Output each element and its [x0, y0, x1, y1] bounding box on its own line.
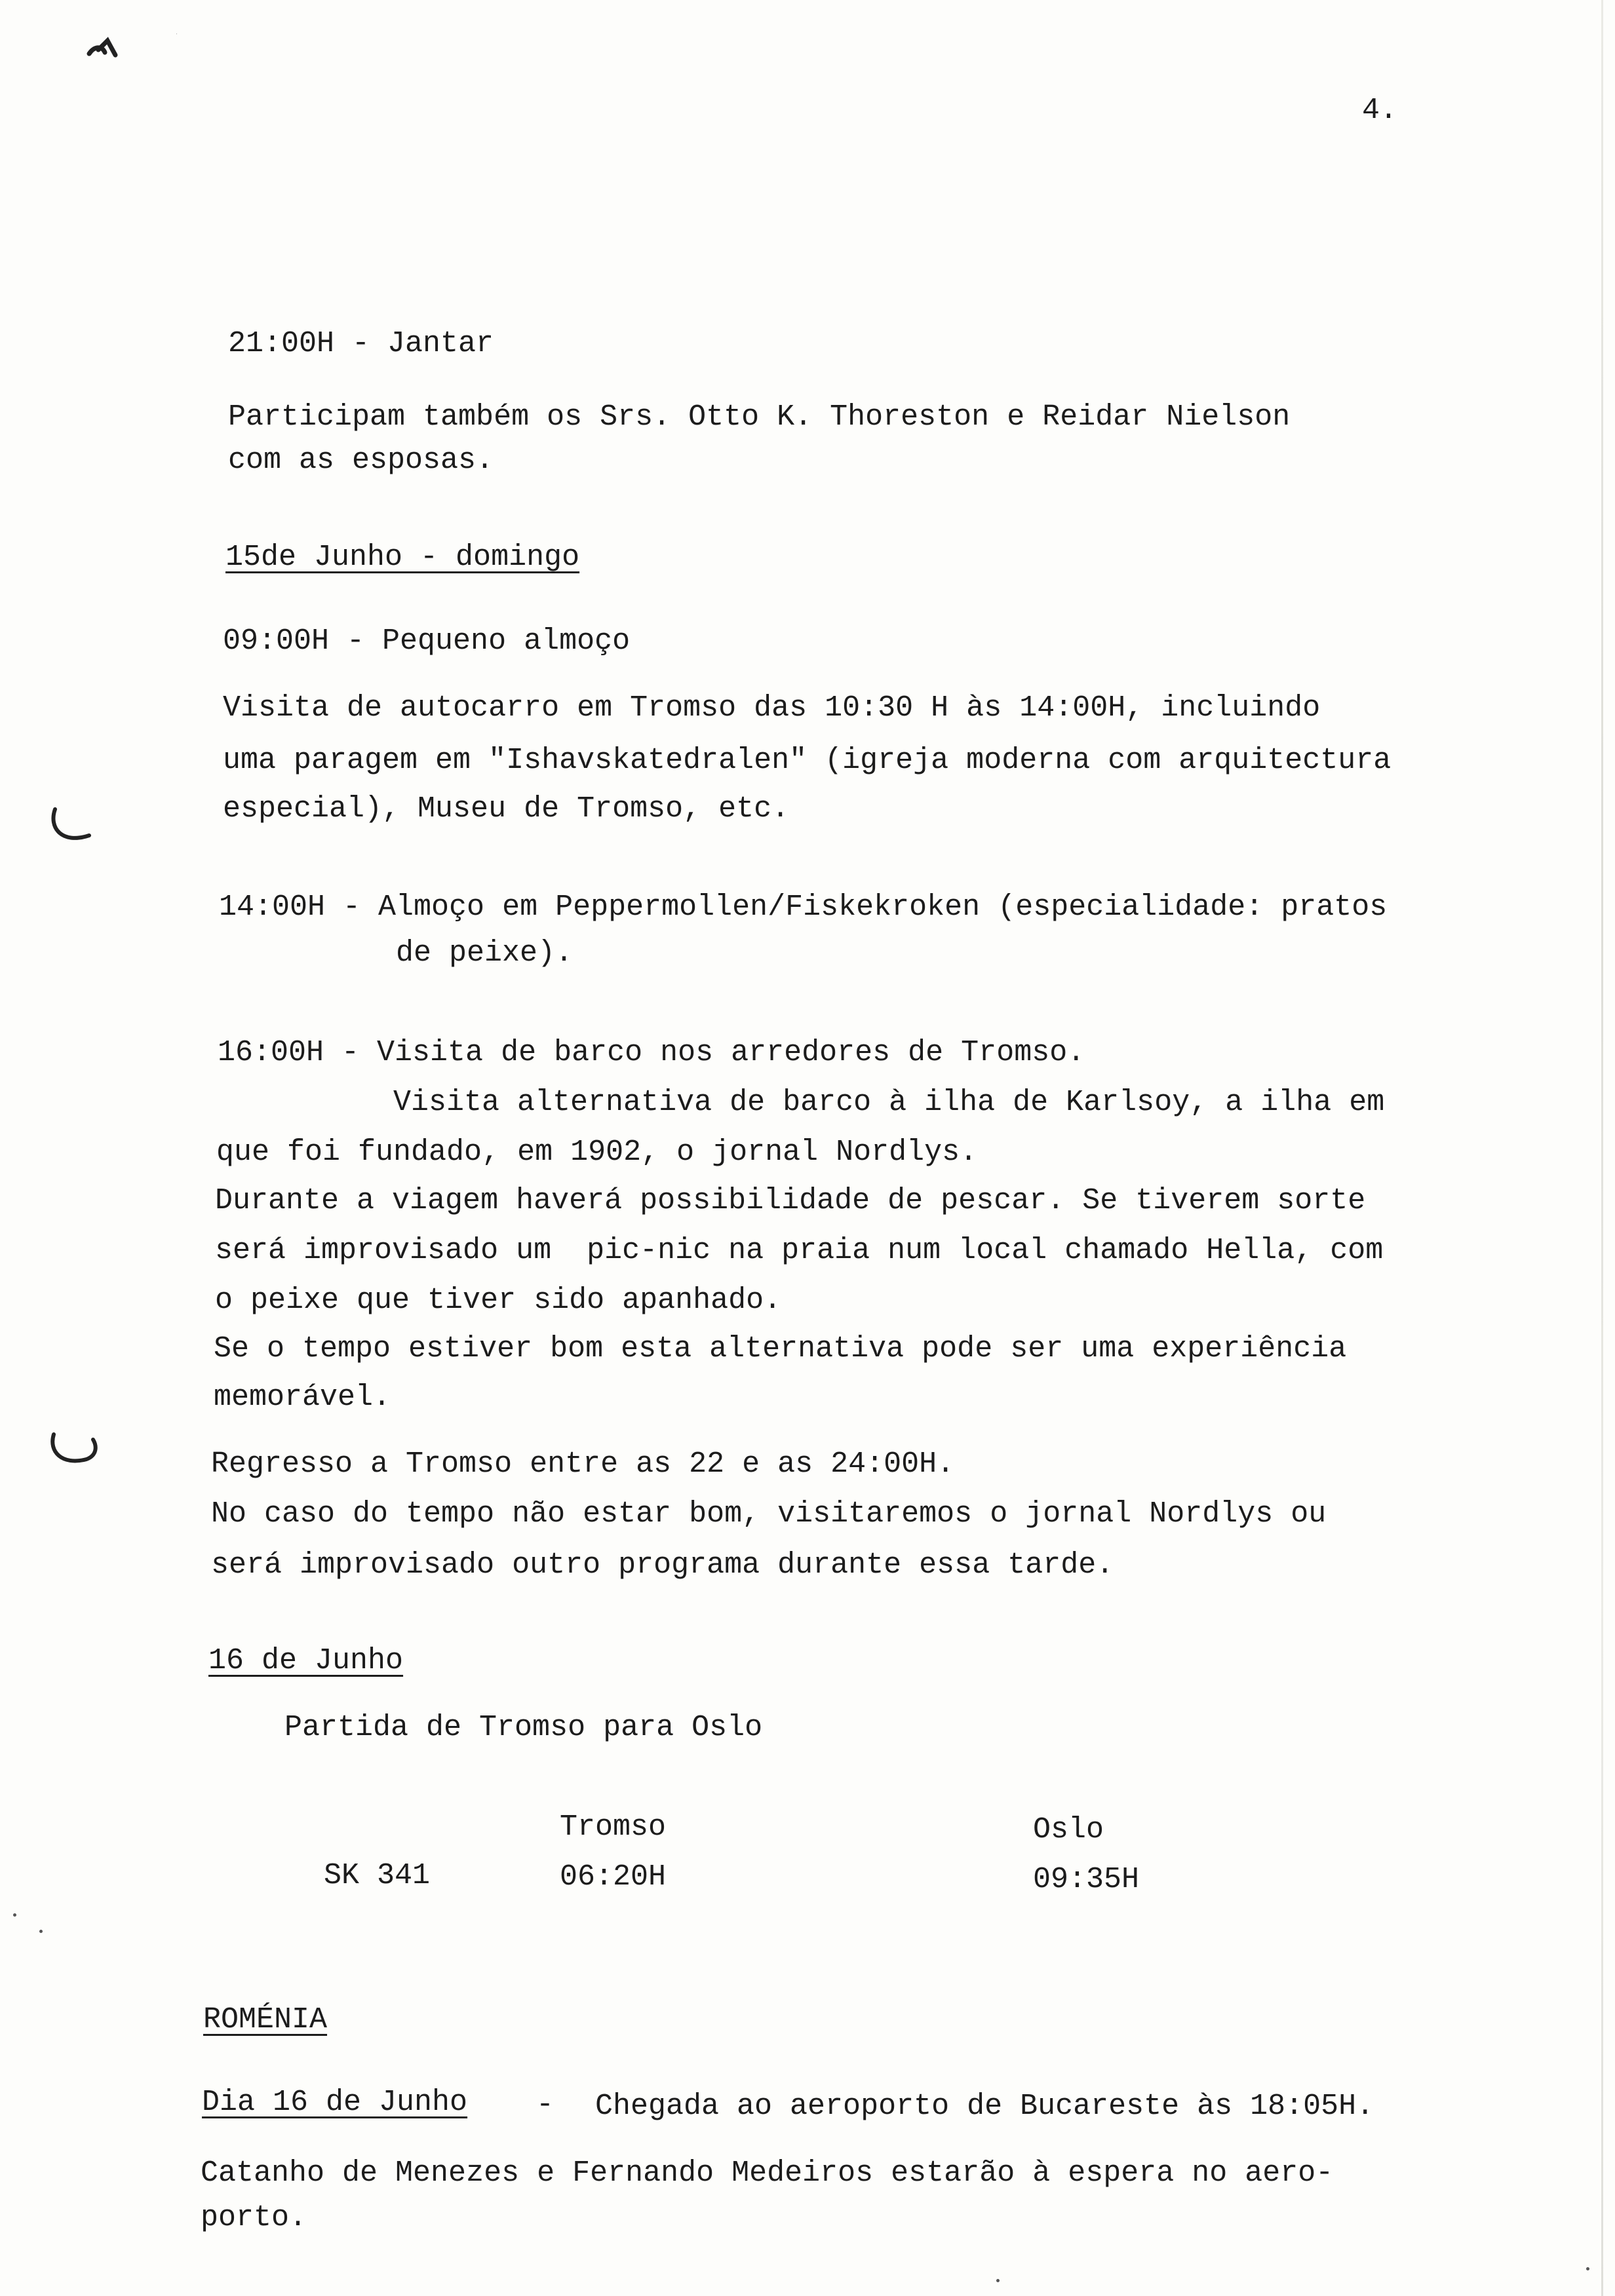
bus-visit-line: Visita de autocarro em Tromso das 10:30 H às 14:00H, incluindo	[223, 691, 1321, 725]
boat-visit-line: 16:00H - Visita de barco nos arredores de Tromso.	[218, 1036, 1085, 1069]
day-heading-15-june: 15de Junho - domingo	[225, 541, 580, 574]
return-line: será improvisado outro programa durante essa tarde.	[211, 1548, 1114, 1582]
flight-col-from: Tromso	[560, 1810, 667, 1844]
romania-date: Dia 16 de Junho	[202, 2086, 468, 2119]
scan-speck	[13, 1913, 16, 1917]
boat-visit-line: Visita alternativa de barco à ilha de Karlsoy, a ilha em	[393, 1086, 1385, 1119]
participants-line: com as esposas.	[228, 444, 494, 477]
arrival-line: Chegada ao aeroporto de Bucareste às 18:05H.	[595, 2090, 1374, 2123]
punch-hole-mark-lower	[45, 1425, 104, 1478]
flight-arrival-time: 09:35H	[1033, 1863, 1140, 1896]
page-number: 4.	[1362, 94, 1398, 127]
bus-visit-line: especial), Museu de Tromso, etc.	[223, 792, 790, 826]
trip-line: será improvisado um pic-nic na praia num local chamado Hella, com	[215, 1234, 1384, 1267]
return-line: Regresso a Tromso entre as 22 e as 24:00H.	[211, 1447, 955, 1481]
trip-line: o peixe que tiver sido apanhado.	[215, 1284, 782, 1317]
boat-visit-line: que foi fundado, em 1902, o jornal Nordlys.	[216, 1136, 978, 1169]
trip-line: Durante a viagem haverá possibilidade de pescar. Se tiverem sorte	[215, 1184, 1366, 1217]
waiting-line: Catanho de Menezes e Fernando Medeiros estarão à espera no aero-	[201, 2156, 1334, 2190]
trip-line: memorável.	[214, 1381, 391, 1414]
day-heading-16-june: 16 de Junho	[208, 1644, 404, 1677]
country-heading: ROMÉNIA	[203, 2003, 328, 2037]
scan-speck	[1586, 2267, 1589, 2270]
flight-col-to: Oslo	[1033, 1813, 1104, 1846]
romania-dash: -	[536, 2088, 555, 2122]
bus-visit-line: uma paragem em "Ishavskatedralen" (igreja moderna com arquitectura	[223, 744, 1391, 777]
waiting-line: porto.	[201, 2201, 307, 2234]
trip-line: Se o tempo estiver bom esta alternativa pode ser uma experiência	[214, 1332, 1347, 1366]
scan-speck	[996, 2279, 1000, 2282]
participants-line: Participam também os Srs. Otto K. Thoreston e Reidar Nielson	[228, 400, 1291, 434]
lunch-line: 14:00H - Almoço em Peppermollen/Fiskekroken (especialidade: pratos	[219, 890, 1388, 924]
dinner-line: 21:00H - Jantar	[228, 327, 494, 360]
flight-number: SK 341	[324, 1859, 431, 1892]
punch-hole-mark-upper	[46, 803, 98, 855]
lunch-line: de peixe).	[396, 936, 574, 970]
departure-line: Partida de Tromso para Oslo	[284, 1711, 763, 1744]
breakfast-line: 09:00H - Pequeno almoço	[223, 624, 631, 658]
paper-edge	[1601, 0, 1603, 2296]
return-line: No caso do tempo não estar bom, visitaremos o jornal Nordlys ou	[211, 1497, 1327, 1531]
scan-speck	[39, 1930, 43, 1933]
corner-scribble	[85, 26, 177, 66]
flight-departure-time: 06:20H	[560, 1860, 667, 1894]
